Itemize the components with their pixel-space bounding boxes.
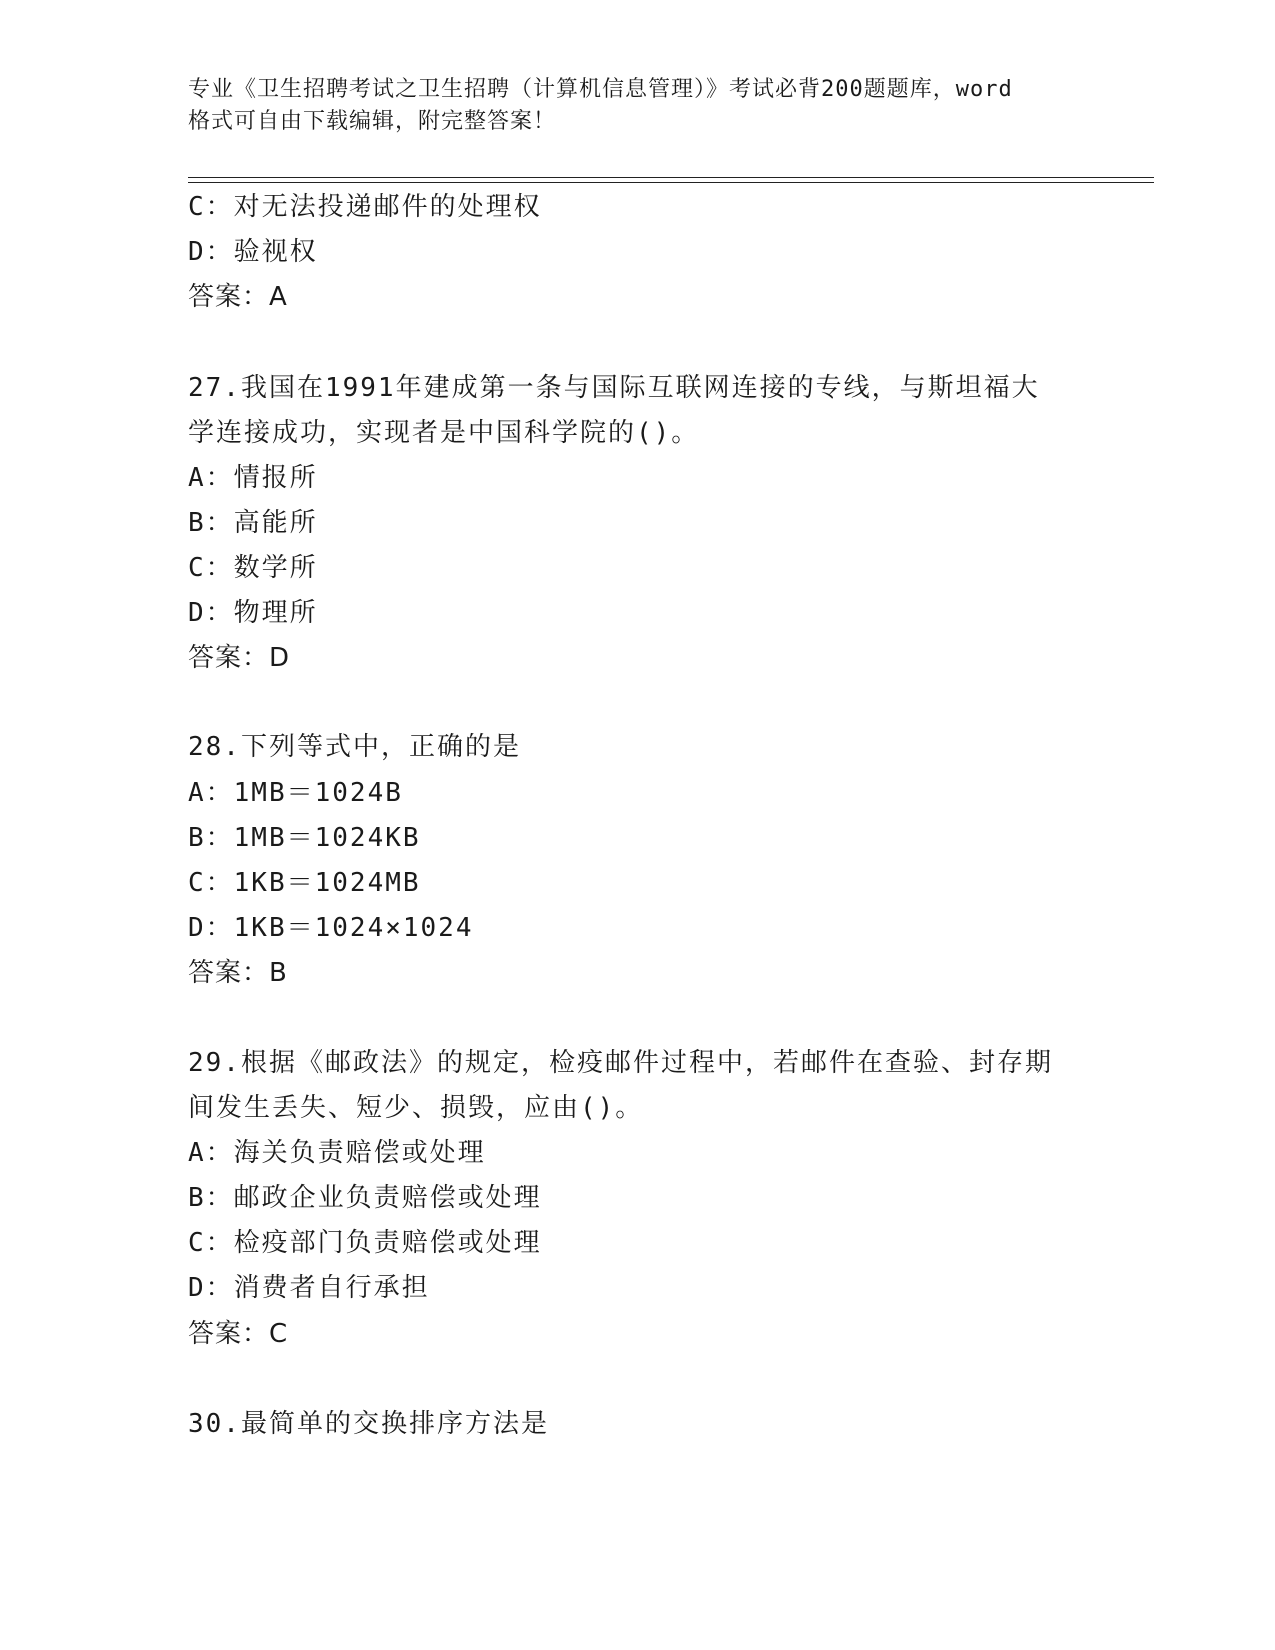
q28-option-c: C：1KB＝1024MB: [188, 868, 421, 898]
q29-stem-line-2: 间发生丢失、短少、损毁，应由()。: [188, 1093, 644, 1123]
q27-answer: 答案：D: [188, 643, 291, 673]
q29-option-c: C：检疫部门负责赔偿或处理: [188, 1228, 542, 1258]
q28-option-b: B：1MB＝1024KB: [188, 823, 421, 853]
q29-answer: 答案：C: [188, 1319, 289, 1349]
q30-stem-line-1: 30.最简单的交换排序方法是: [188, 1409, 549, 1439]
header-divider-top: [188, 177, 1154, 178]
header-divider-bottom: [188, 182, 1154, 183]
q26-option-c: C：对无法投递邮件的处理权: [188, 192, 542, 222]
q29-stem-line-1: 29.根据《邮政法》的规定，检疫邮件过程中，若邮件在查验、封存期: [188, 1048, 1053, 1078]
q27-stem-line-1: 27.我国在1991年建成第一条与国际互联网连接的专线，与斯坦福大: [188, 373, 1040, 403]
document-header: [188, 74, 1088, 138]
q28-answer: 答案：B: [188, 958, 288, 988]
q26-option-d: D：验视权: [188, 237, 318, 267]
q29-option-b: B：邮政企业负责赔偿或处理: [188, 1183, 542, 1213]
q28-option-a: A：1MB＝1024B: [188, 778, 403, 808]
q29-option-a: A：海关负责赔偿或处理: [188, 1138, 486, 1168]
q27-option-a: A：情报所: [188, 463, 318, 493]
q26-answer: 答案：A: [188, 282, 288, 312]
header-line-2: 格式可自由下载编辑，附完整答案！: [188, 109, 557, 134]
header-line-1: 专业《卫生招聘考试之卫生招聘（计算机信息管理）》考试必背200题题库，word: [188, 77, 1013, 102]
q28-stem-line-1: 28.下列等式中，正确的是: [188, 732, 521, 762]
q28-option-d: D：1KB＝1024×1024: [188, 913, 474, 943]
q27-option-d: D：物理所: [188, 598, 318, 628]
q27-stem-line-2: 学连接成功，实现者是中国科学院的()。: [188, 418, 700, 448]
q29-option-d: D：消费者自行承担: [188, 1273, 430, 1303]
q27-option-b: B：高能所: [188, 508, 318, 538]
q27-option-c: C：数学所: [188, 553, 318, 583]
